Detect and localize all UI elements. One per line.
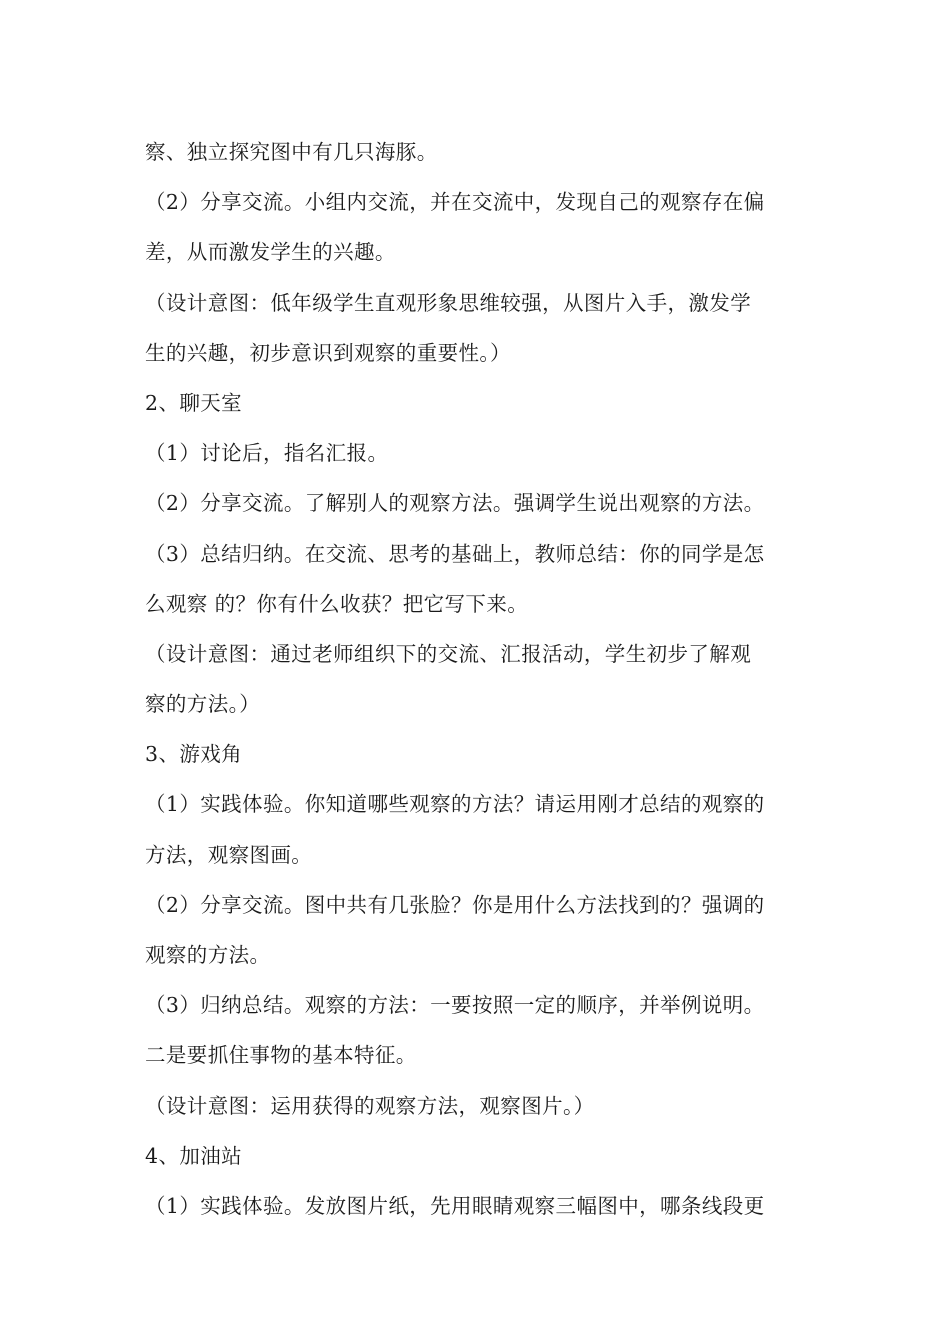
text-line: 察、独立探究图中有几只海豚。 bbox=[145, 140, 438, 164]
text-line: 差，从而激发学生的兴趣。 bbox=[145, 240, 396, 265]
text-line: （1）实践体验。发放图片纸，先用眼睛观察三幅图中，哪条线段更 bbox=[145, 1193, 765, 1218]
text-line: （2）分享交流。图中共有几张脸？你是用什么方法找到的？强调的 bbox=[145, 892, 765, 917]
text-line: （2）分享交流。小组内交流，并在交流中，发现自己的观察存在偏 bbox=[145, 190, 765, 215]
document-body bbox=[145, 136, 810, 1240]
text-line: （3）归纳总结。观察的方法：一要按照一定的顺序，并举例说明。 bbox=[145, 993, 765, 1018]
text-line: 观察的方法。 bbox=[145, 943, 271, 967]
text-line: 方法，观察图画。 bbox=[145, 842, 313, 867]
text-line: （设计意图：通过老师组织下的交流、汇报活动，学生初步了解观 bbox=[145, 641, 752, 666]
text-line: （3）总结归纳。在交流、思考的基础上，教师总结：你的同学是怎 bbox=[145, 541, 765, 566]
text-line: （2）分享交流。了解别人的观察方法。强调学生说出观察的方法。 bbox=[145, 491, 765, 516]
section-heading: 2、聊天室 bbox=[145, 390, 243, 415]
text-line: 二是要抓住事物的基本特征。 bbox=[145, 1043, 417, 1068]
text-line: （1）讨论后，指名汇报。 bbox=[145, 441, 389, 466]
text-line: （设计意图：运用获得的观察方法，观察图片。） bbox=[145, 1093, 595, 1118]
section-heading: 3、游戏角 bbox=[145, 742, 243, 767]
section-heading: 4、加油站 bbox=[145, 1143, 243, 1168]
text-line: 么观察 的？你有什么收获？把它写下来。 bbox=[145, 591, 529, 616]
text-line: 生的兴趣，初步意识到观察的重要性。） bbox=[145, 340, 511, 365]
text-line: 察的方法。） bbox=[145, 692, 261, 717]
text-line: （设计意图：低年级学生直观形象思维较强，从图片入手，激发学 bbox=[145, 290, 752, 315]
text-line: （1）实践体验。你知道哪些观察的方法？请运用刚才总结的观察的 bbox=[145, 792, 765, 817]
